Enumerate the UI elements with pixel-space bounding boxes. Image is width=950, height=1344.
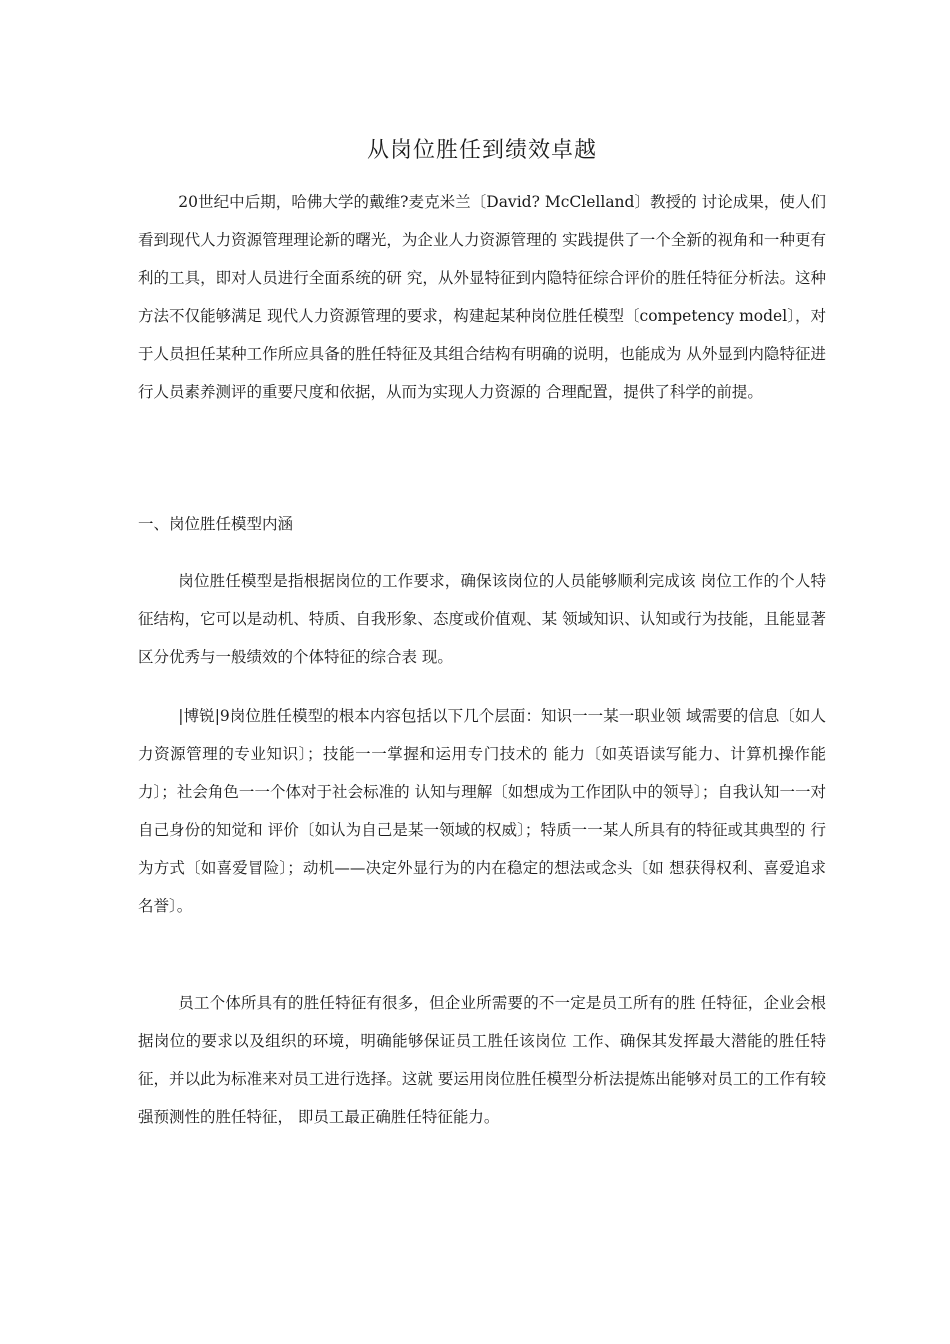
intro-paragraph: 20世纪中后期，哈佛大学的戴维?麦克米兰〔David? McClelland〕教授的 讨论成果，使人们看到现代人力资源管理理论新的曙光，为企业人力资源管理的 实践提供了一个全新的视角和一种更有利的工具，即对人员进行全面系统的研 究，从外显特征到内隐特征综合评价的胜任特征分析法。这种方法不仅能够满足 现代人力资源管理的要求，构建起某种岗位胜任模型〔competency model〕，对 于人员担任某种工作所应具备的胜任特征及其组合结构有明确的说明，也能成为 从外显到内隐特征进行人员素养测评的重要尺度和依据，从而为实现人力资源的 合理配置，提供了科学的前提。	[138, 193, 826, 401]
section-heading: 一、岗位胜任模型内涵	[138, 515, 294, 533]
definition-paragraph: 岗位胜任模型是指根据岗位的工作要求，确保该岗位的人员能够顺利完成该 岗位工作的个人特征结构，它可以是动机、特质、自我形象、态度或价值观、某 领域知识、认知或行为技能，且能显著区分优秀与一般绩效的个体特征的综合表 现。	[138, 572, 826, 666]
levels-paragraph: |博锐|9岗位胜任模型的根本内容包括以下几个层面：知识一一某一职业领 域需要的信息〔如人力资源管理的专业知识〕；技能一一掌握和运用专门技术的 能力〔如英语读写能力、计算机操作能力〕；社会角色一一个体对于社会标准的 认知与理解〔如想成为工作团队中的领导〕；自我认知一一对自己身份的知觉和 评价〔如认为自己是某一领域的权威〕；特质一一某人所具有的特征或其典型的 行为方式〔如喜爱冒险〕；动机——决定外显行为的内在稳定的想法或念头〔如 想获得权利、喜爱追求名誉〕。	[138, 707, 826, 915]
document-title: 从岗位胜任到绩效卓越	[366, 138, 597, 163]
selection-paragraph: 员工个体所具有的胜任特征有很多，但企业所需要的不一定是员工所有的胜 任特征，企业会根据岗位的要求以及组织的环境，明确能够保证员工胜任该岗位 工作、确保其发挥最大潜能的胜任特征，并以此为标准来对员工进行选择。这就 要运用岗位胜任模型分析法提炼出能够对员工的工作有较强预测性的胜任特征， 即员工最正确胜任特征能力。	[138, 994, 826, 1126]
